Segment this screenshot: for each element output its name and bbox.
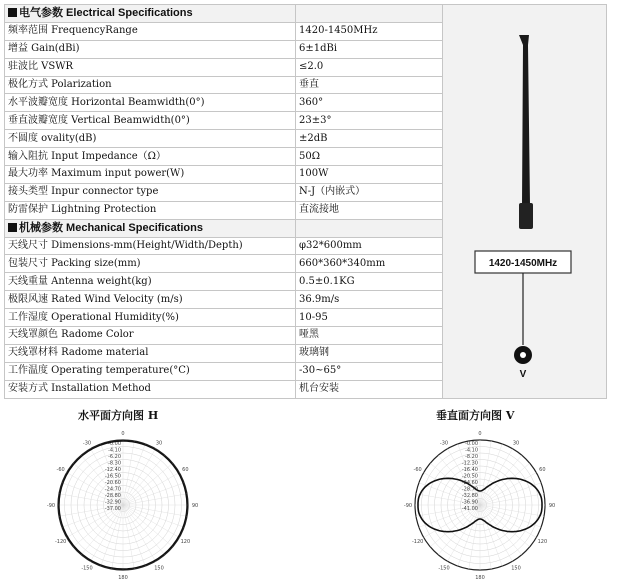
angle-tick-label: -30 (82, 440, 92, 447)
spec-label: 包装尺寸 Packing size(mm) (5, 255, 296, 273)
angle-tick-label: 120 (180, 539, 191, 545)
angle-tick-label: -90 (46, 503, 56, 509)
section-title: 电气参数 Electrical Specifications (5, 5, 296, 23)
angle-tick-label: -120 (54, 539, 67, 545)
radial-tick-label: -6.20 (108, 454, 121, 460)
angle-tick-label: -150 (438, 565, 450, 572)
angle-tick-label: -30 (439, 440, 449, 447)
spec-label: 天线罩材料 Radome material (5, 344, 296, 362)
radial-tick-label: -16.40 (461, 467, 478, 473)
spec-label: 极限风速 Rated Wind Velocity (m/s) (5, 291, 296, 309)
spec-value: ≤2.0 (296, 58, 443, 76)
horizontal-radiation-pattern (48, 430, 198, 580)
spec-label: 最大功率 Maximum input power(W) (5, 166, 296, 184)
spec-value: φ32*600mm (296, 237, 443, 255)
radial-tick-label: -8.30 (108, 460, 121, 467)
spec-value: 50Ω (296, 148, 443, 166)
spec-value: 0.5±0.1KG (296, 273, 443, 291)
radial-tick-label: -32.90 (104, 499, 121, 506)
spec-value: 哑黑 (296, 327, 443, 345)
spec-value: 垂直 (296, 76, 443, 94)
spec-label: 防雷保护 Lightning Protection (5, 201, 296, 219)
radial-tick-label: -24.70 (104, 486, 121, 493)
angle-tick-label: 90 (191, 503, 199, 509)
radial-tick-label: -4.10 (465, 447, 478, 454)
spec-value: 机台安装 (296, 380, 443, 398)
spec-value: ±2dB (296, 130, 443, 148)
connector-letter: V (519, 369, 527, 380)
spec-table (4, 4, 607, 399)
spec-label: 输入阻抗 Input Impedance（Ω） (5, 148, 296, 166)
spec-value: 23±3° (296, 112, 443, 130)
section-title: 机械参数 Mechanical Specifications (5, 219, 296, 237)
spec-label: 工作湿度 Operational Humidity(%) (5, 309, 296, 327)
angle-tick-label: 30 (155, 440, 163, 447)
spec-label: 水平波瓣宽度 Horizontal Beamwidth(0°) (5, 94, 296, 112)
section-header (5, 5, 607, 23)
spec-value: 10-95 (296, 309, 443, 327)
spec-label: 天线尺寸 Dimensions-mm(Height/Width/Depth) (5, 237, 296, 255)
radial-tick-label: -12.40 (104, 467, 121, 473)
angle-tick-label: -60 (56, 467, 65, 473)
spec-value: 6±1dBi (296, 40, 443, 58)
radial-tick-label: -28.70 (461, 486, 478, 493)
radial-tick-label: -12.30 (461, 460, 478, 467)
spec-label: 不圆度 ovality(dB) (5, 130, 296, 148)
spec-label: 安装方式 Installation Method (5, 380, 296, 398)
bullet-square-icon (8, 223, 17, 232)
angle-tick-label: 30 (512, 440, 520, 447)
spec-value: -30~65° (296, 362, 443, 380)
spec-label: 天线重量 Antenna weight(kg) (5, 273, 296, 291)
spec-label: 垂直波瓣宽度 Vertical Beamwidth(0°) (5, 112, 296, 130)
antenna-whip-icon (519, 35, 530, 205)
angle-tick-label: 150 (154, 565, 164, 572)
spec-value: 360° (296, 94, 443, 112)
spec-value: 660*360*340mm (296, 255, 443, 273)
spec-value: 36.9m/s (296, 291, 443, 309)
freq-label: 1420-1450MHz (488, 258, 558, 269)
antenna-drawing (443, 5, 606, 395)
vertical-radiation-pattern (405, 430, 555, 580)
radial-tick-label: -41.00 (461, 506, 478, 512)
angle-tick-label: -60 (413, 467, 422, 473)
radial-tick-label: -4.10 (108, 447, 121, 454)
angle-tick-label: 60 (182, 467, 189, 473)
radial-tick-label: -28.80 (104, 493, 121, 499)
bullet-square-icon (8, 8, 17, 17)
connector-hole-icon (520, 352, 526, 358)
spec-value: 1420-1450MHz (296, 22, 443, 40)
radial-tick-label: -20.50 (461, 473, 478, 480)
spec-label: 增益 Gain(dBi) (5, 40, 296, 58)
spec-label: 工作温度 Operating temperature(°C) (5, 362, 296, 380)
spec-value: 100W (296, 166, 443, 184)
radial-tick-label: -37.00 (104, 506, 121, 512)
angle-tick-label: -150 (81, 565, 93, 572)
angle-tick-label: 180 (118, 575, 128, 581)
spec-label: 频率范围 FrequencyRange (5, 22, 296, 40)
radial-tick-label: -0.00 (465, 441, 478, 447)
angle-tick-label: 0 (478, 431, 482, 437)
spec-value: 直流接地 (296, 201, 443, 219)
antenna-image-cell (443, 5, 607, 399)
radial-tick-label: -0.00 (108, 441, 121, 447)
horizontal-pattern-title: 水平面方向图 H (78, 409, 159, 422)
angle-tick-label: -90 (403, 503, 413, 509)
radial-tick-label: -16.50 (104, 473, 121, 480)
radial-tick-label: -32.80 (461, 493, 478, 499)
spec-label: 天线罩颜色 Radome Color (5, 327, 296, 345)
angle-tick-label: 0 (121, 431, 125, 437)
angle-tick-label: -120 (411, 539, 424, 545)
spec-label: 驻波比 VSWR (5, 58, 296, 76)
radial-tick-label: -24.60 (461, 480, 478, 486)
spec-value: 玻璃钢 (296, 344, 443, 362)
radial-tick-label: -8.20 (465, 454, 478, 460)
spec-value: N-J（内嵌式） (296, 183, 443, 201)
spec-label: 接头类型 Inpur connector type (5, 183, 296, 201)
angle-tick-label: 180 (475, 575, 485, 581)
radial-tick-label: -36.90 (461, 499, 478, 506)
angle-tick-label: 90 (548, 503, 556, 509)
angle-tick-label: 150 (511, 565, 521, 572)
radial-tick-label: -20.60 (104, 480, 121, 486)
angle-tick-label: 60 (539, 467, 546, 473)
antenna-base-icon (519, 203, 533, 229)
angle-tick-label: 120 (537, 539, 548, 545)
vertical-pattern-title: 垂直面方向图 V (436, 409, 515, 422)
spec-label: 极化方式 Polarization (5, 76, 296, 94)
